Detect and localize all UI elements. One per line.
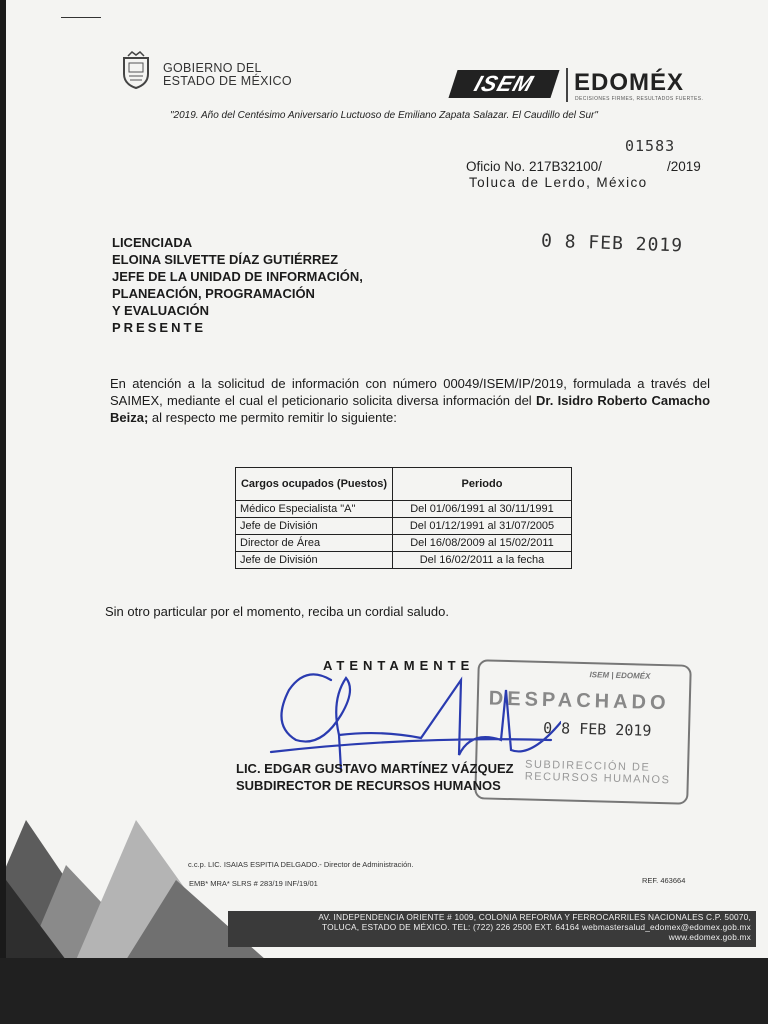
table-row: Jefe de División Del 01/12/1991 al 31/07/2005: [236, 518, 572, 535]
closing-line: Sin otro particular por el momento, reciba un cordial saludo.: [105, 604, 449, 619]
signer-block: [236, 760, 514, 794]
place-line: Toluca de Lerdo, México: [469, 175, 648, 190]
table-header-cargos: Cargos ocupados (Puestos): [236, 468, 393, 501]
header-rule: [61, 17, 101, 18]
year-motto: "2019. Año del Centésimo Aniversario Luctuoso de Emiliano Zapata Salazar. El Caudillo del Sur": [170, 110, 598, 121]
body-paragraph: En atención a la solicitud de información con número 00049/ISEM/IP/2019, formulada a través del SAIMEX, mediante el cual el peticionario solicita diversa información del Dr. Isidro Roberto Camacho Beiza; al respecto me permito remitir lo siguiente:: [110, 376, 711, 425]
edomex-tagline: DECISIONES FIRMES, RESULTADOS FUERTES.: [575, 96, 704, 102]
received-date-stamp: 0 8 FEB 2019: [540, 230, 684, 257]
despachado-stamp: ISEM | EDOMÉX DESPACHADO 0 8 FEB 2019 SUBDIRECCIÓN DE RECURSOS HUMANOS: [474, 659, 692, 805]
document-page: [6, 0, 768, 958]
reference-number: REF. 463664: [642, 876, 686, 885]
government-name: GOBIERNO DEL ESTADO DE MÉXICO: [163, 61, 292, 88]
isem-logo: ISEM: [448, 70, 559, 98]
table-row: Jefe de División Del 16/02/2011 a la fecha: [236, 552, 572, 569]
table-row: Médico Especialista "A" Del 01/06/1991 al 30/11/1991: [236, 501, 572, 518]
table-header-periodo: Periodo: [393, 468, 572, 501]
state-seal-icon: [116, 50, 156, 90]
reference-initials: EMB* MRA* SLRS # 283/19 INF/19/01: [189, 879, 318, 888]
table-row: Director de Área Del 16/08/2009 al 15/02/2011: [236, 535, 572, 552]
footer-address: AV. INDEPENDENCIA ORIENTE # 1009, COLONIA REFORMA Y FERROCARRILES NACIONALES C.P. 50070, TOLUCA, ESTADO DE MÉXICO. TEL: (722) 226 2500 EXT. 64164 webmastersalud_edomex@edomex.gob.mx www.edomex.gob.mx: [318, 912, 751, 942]
positions-table: [235, 467, 572, 569]
carbon-copy-line: c.c.p. LIC. ISAIAS ESPITIA DELGADO.- Director de Administración.: [188, 860, 414, 869]
signer-title: SUBDIRECTOR DE RECURSOS HUMANOS: [236, 778, 501, 793]
folio-number: 01583: [625, 137, 676, 155]
edomex-logo: EDOMÉX: [574, 69, 685, 96]
logo-separator: [566, 68, 568, 102]
addressee-block: LICENCIADA ELOINA SILVETTE DÍAZ GUTIÉRREZ JEFE DE LA UNIDAD DE INFORMACIÓN, PLANEACIÓN, PROGRAMACIÓN Y EVALUACIÓN PRESENTE: [112, 235, 363, 335]
table-header-row: [236, 468, 572, 501]
signer-name: LIC. EDGAR GUSTAVO MARTÍNEZ VÁZQUEZ: [236, 761, 514, 776]
isem-edomex-logo: [453, 68, 711, 108]
atentamente-label: ATENTAMENTE: [323, 658, 475, 673]
subject-name: Dr. Isidro Roberto Camacho Beiza;: [110, 393, 711, 425]
scan-background: [0, 958, 768, 1024]
oficio-number: Oficio No. 217B32100/ /2019: [466, 159, 701, 174]
